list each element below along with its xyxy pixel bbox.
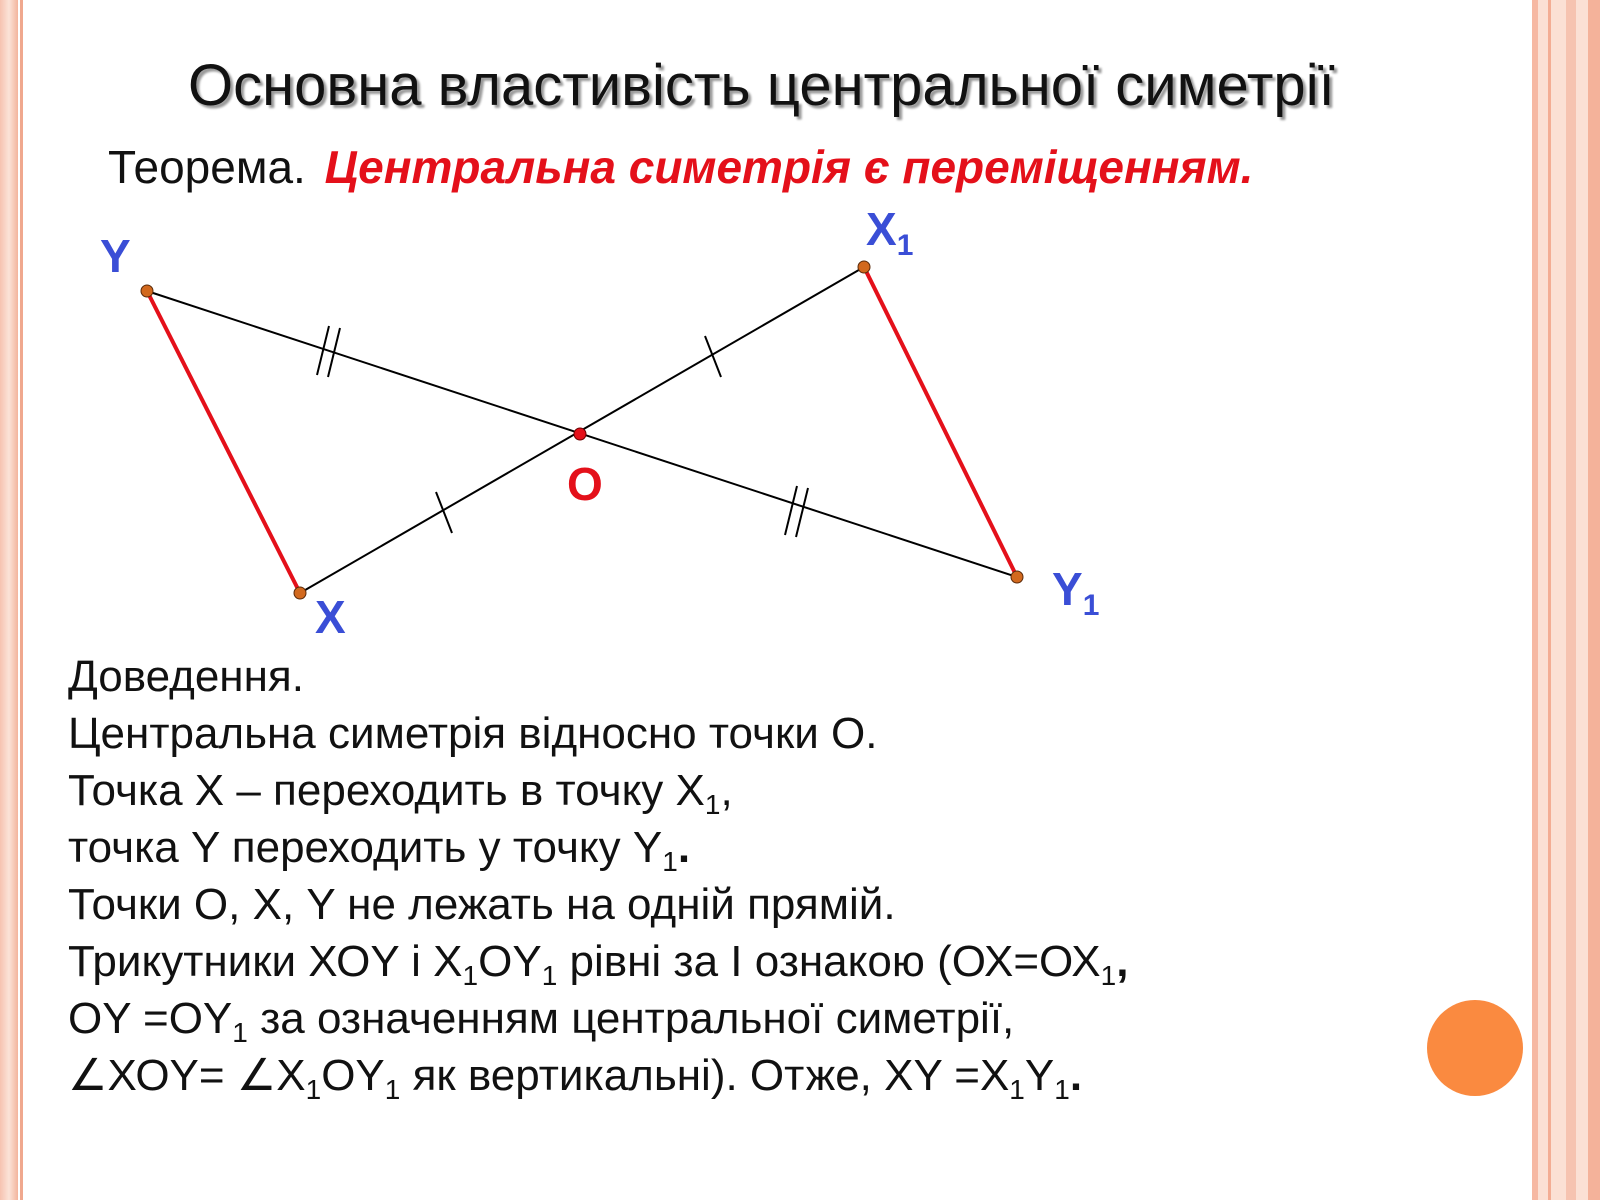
- tick-oy1-b: [796, 488, 808, 537]
- label-x: X: [315, 591, 346, 643]
- label-o: O: [567, 458, 603, 510]
- point-o: [574, 428, 586, 440]
- proof-line: ∠ХОY= $\angle Х_1ОY_1$ як вертикальні). Отже, ХY $=Х_1Y_1$.: [68, 1051, 1083, 1105]
- proof-line: Доведення.: [68, 652, 304, 701]
- proof-line: точка Y переходить у точку $Y_1$.: [68, 823, 691, 877]
- segment-xy: [147, 291, 300, 593]
- segment-x1y1: [864, 267, 1017, 577]
- point-x1: [858, 261, 870, 273]
- point-y1: [1011, 571, 1023, 583]
- proof-line: Центральна симетрія відносно точки О.: [68, 709, 878, 758]
- decorative-circle: [1427, 1000, 1523, 1096]
- label-x1: $X_1$: [866, 203, 914, 262]
- proof-text: [68, 648, 1128, 1104]
- tick-oy1-a: [785, 486, 797, 535]
- proof-line: Точка Х – переходить в точку $Х_1$,: [68, 766, 733, 820]
- tick-oy-b: [328, 328, 340, 377]
- label-y1: $Y_1$: [1052, 563, 1100, 622]
- label-y: Y: [100, 230, 131, 282]
- proof-line: Трикутники ХОY і $Х_1ОY_1$ рівні за I ознакою ($ОХ=ОХ_1$,: [68, 937, 1129, 991]
- point-x: [294, 587, 306, 599]
- proof-line: Точки О, Х, Y не лежать на одній прямій.: [68, 880, 896, 929]
- proof-line: ОY $=ОY_1$ за означенням центральної симетрії,: [68, 994, 1015, 1048]
- theorem-label: Теорема.: [108, 141, 306, 193]
- theorem-statement: Центральна симетрія є переміщенням.: [324, 141, 1254, 193]
- slide-title: Основна властивість центральної симетрії: [188, 53, 1335, 118]
- point-y: [141, 285, 153, 297]
